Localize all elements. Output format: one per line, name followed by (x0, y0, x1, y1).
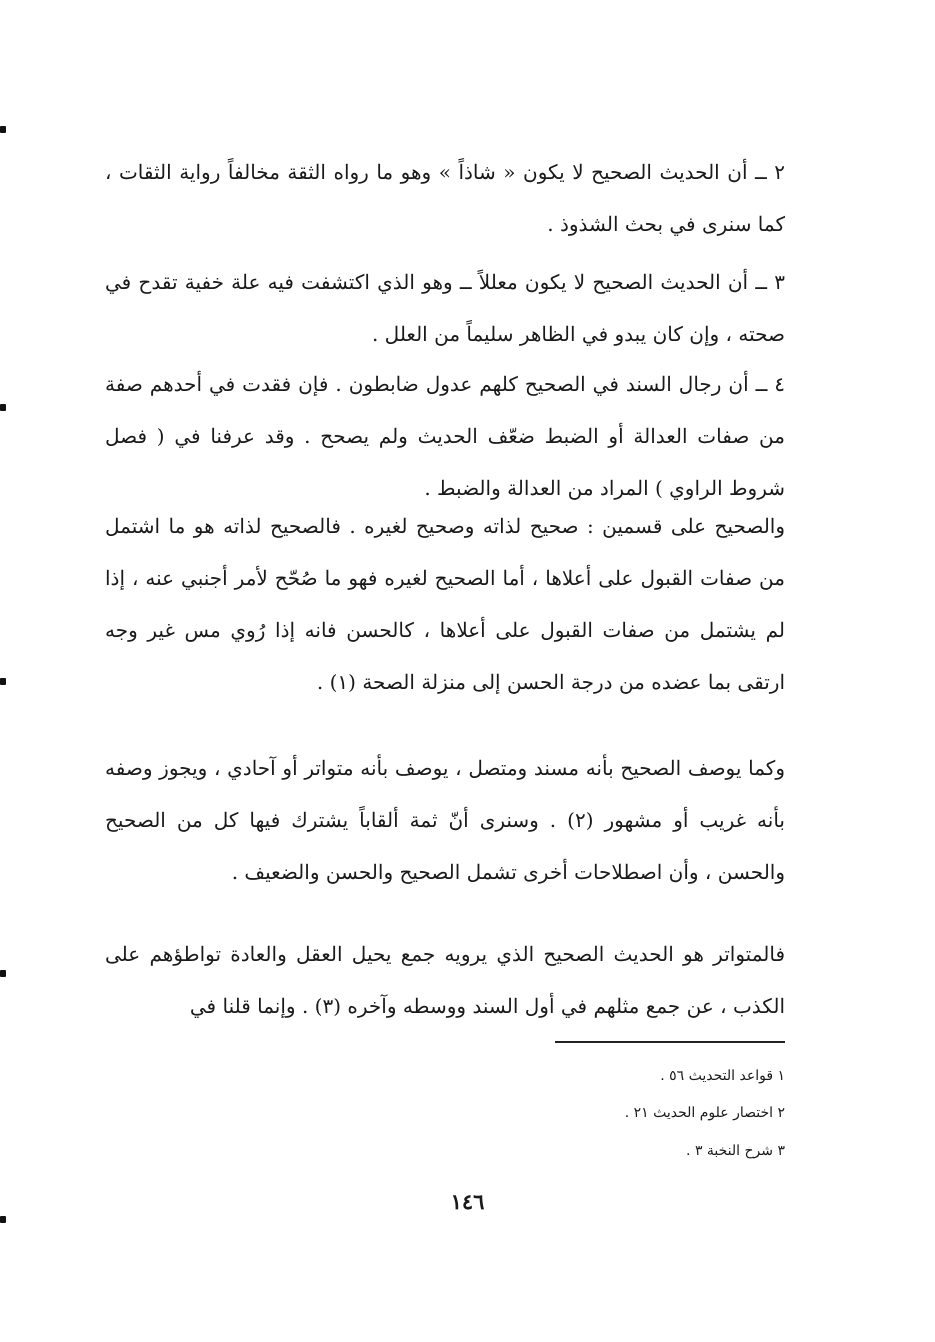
scan-edge-mark (0, 126, 6, 133)
paragraph-sahih-types (105, 500, 785, 708)
paragraph-sahih-descriptions (105, 742, 785, 898)
paragraph-text: ٢ ــ أن الحديث الصحيح لا يكون « شاذاً » وهو ما رواه الثقة مخالفاً رواية الثقات ، كما سنرى في بحث الشذوذ . (105, 160, 785, 236)
scan-edge-mark (0, 404, 6, 411)
paragraph-text: والصحيح على قسمين : صحيح لذاته وصحيح لغيره . فالصحيح لذاته هو ما اشتمل من صفات القبول على أعلاها ، أما الصحيح لغيره فهو ما صُحّح لأمر أجنبي عنه ، إذا لم يشتمل من صفات القبول على أعلاها ، كالحسن فانه إذا رُوي مس غير وجه ارتقى بما عضده من درجة الحسن إلى منزلة الصحة (١) . (105, 514, 785, 694)
paragraph-text: فالمتواتر هو الحديث الصحيح الذي يرويه جمع يحيل العقل والعادة تواطؤهم على الكذب ، عن جمع مثلهم في أول السند ووسطه وآخره (٣) . وإنما قلنا في (105, 942, 785, 1018)
footnote-2: ٢ اختصار علوم الحديث ٢١ . (624, 1105, 785, 1121)
paragraph-text: وكما يوصف الصحيح بأنه مسند ومتصل ، يوصف بأنه متواتر أو آحادي ، ويجوز وصفه بأنه غريب أو مشهور (٢) . وسنرى أنّ ثمة ألقاباً يشترك فيها كل من الصحيح والحسن ، وأن اصطلاحات أخرى تشمل الصحيح والحسن والضعيف . (105, 756, 785, 884)
scan-edge-mark (0, 1216, 6, 1223)
paragraph-condition-3 (105, 256, 785, 360)
footnote-1: ١ قواعد التحديث ٥٦ . (660, 1068, 785, 1084)
scan-edge-mark (0, 970, 6, 977)
paragraph-text: ٣ ــ أن الحديث الصحيح لا يكون معللاً ــ وهو الذي اكتشفت فيه علة خفية تقدح في صحته ، وإن كان يبدو في الظاهر سليماً من العلل . (105, 270, 785, 346)
paragraph-text: ٤ ــ أن رجال السند في الصحيح كلهم عدول ضابطون . فإن فقدت في أحدهم صفة من صفات العدالة أو الضبط ضعّف الحديث ولم يصحح . وقد عرفنا في ( فصل شروط الراوي ) المراد من العدالة والضبط . (105, 372, 785, 500)
scan-edge-mark (0, 678, 6, 685)
footnote-divider (555, 1041, 785, 1043)
paragraph-condition-2 (105, 146, 785, 250)
footnote-3: ٣ شرح النخبة ٣ . (686, 1143, 785, 1159)
page-number: ١٤٦ (450, 1189, 485, 1214)
paragraph-condition-4 (105, 358, 785, 514)
paragraph-mutawatir (105, 928, 785, 1032)
